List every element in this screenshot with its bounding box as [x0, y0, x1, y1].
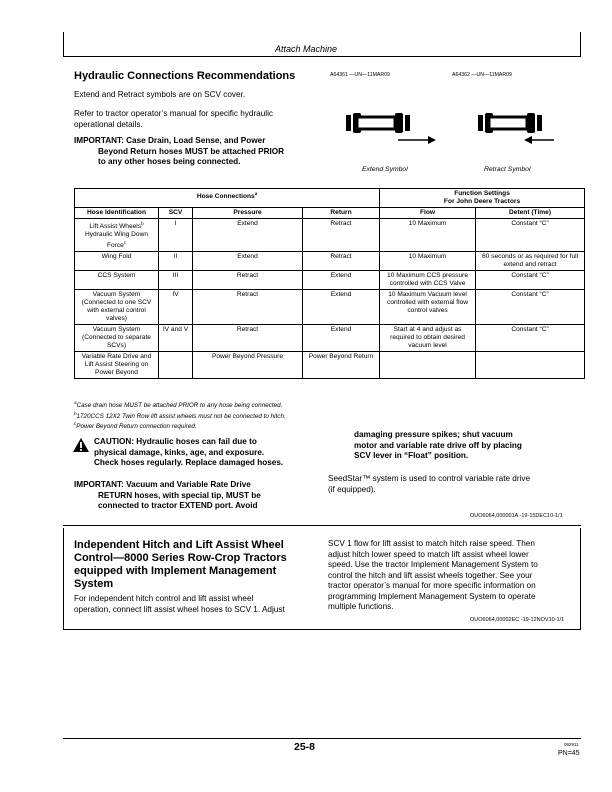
footnote-c: $^c$Power Beyond Return connection required.: [74, 421, 197, 431]
table-cell: Start at 4 and adjust as required to obtain desired vacuum level: [380, 325, 476, 352]
footer-rule: [63, 738, 581, 739]
refer-paragraph: Refer to tractor operator’s manual for specific hydraulic operational details.: [74, 109, 274, 129]
warning-triangle-icon: [72, 437, 90, 453]
retract-caption: Retract Symbol: [484, 166, 531, 173]
table-cell: Retract: [193, 290, 303, 325]
table-row: [75, 271, 585, 290]
table-cell: [159, 352, 193, 379]
table-cell: 60 seconds or as required for full extend and retract: [476, 252, 585, 271]
table-cell: II: [159, 252, 193, 271]
table-cell: Extend: [193, 219, 303, 252]
section2-reference-code: OUO6064,00002EC -19-12NOV10-1/1: [470, 617, 565, 623]
table-cell: IV and V: [159, 325, 193, 352]
figure-ref-extend: A64361 —UN—11MAR09: [330, 72, 390, 78]
table-cell: III: [159, 271, 193, 290]
table-cell: IV: [159, 290, 193, 325]
group-function-settings: Function Settings For John Deere Tractors: [380, 189, 585, 208]
table-footnotes: [74, 399, 574, 431]
footnote-b: $^b$1720CCS 12X2 Twin Row lift assist wheels must not be connected to hitch.: [74, 410, 286, 420]
column-header: Hose Identification: [75, 208, 159, 219]
footer-code: 062911: [564, 742, 579, 747]
header-rule: [63, 56, 581, 57]
table-group-header-row: [75, 189, 585, 208]
section2-bottom-rule: [63, 629, 581, 630]
pn-number: PN=45: [558, 750, 580, 757]
table-cell: Extend: [193, 252, 303, 271]
table-cell: Retract: [303, 219, 380, 252]
important-vacuum-continued: damaging pressure spikes; shut vacuum motor and variable rate drive off by placing SCV lever in “Float” position.: [354, 430, 522, 460]
important-vacuum-note: IMPORTANT: Vacuum and Variable Rate Drive RETURN hoses, with special tip, MUST be connected to tractor EXTEND port. Avoid: [74, 480, 261, 510]
table-cell: Power Beyond Pressure: [193, 352, 303, 379]
group-hose-connections: Hose Connections$^a$: [75, 189, 380, 208]
table-cell: Constant “C”: [476, 271, 585, 290]
table-cell: Vacuum System (Connected to one SCV with external control valves): [75, 290, 159, 325]
table-cell: Wing Fold: [75, 252, 159, 271]
table-row: [75, 325, 585, 352]
table-cell: Lift Assist Wheels$^b$ Hydraulic Wing Down Force$^c$: [75, 219, 159, 252]
table-row: [75, 219, 585, 252]
table-cell: 10 Maximum CCS pressure controlled with CCS Valve: [380, 271, 476, 290]
section2-heading: Independent Hitch and Lift Assist Wheel Control—8000 Series Row-Crop Tractors equipped with Implement Management System: [74, 539, 287, 590]
table-cell: Constant “C”: [476, 325, 585, 352]
caution-text: CAUTION: Hydraulic hoses can fail due to physical damage, kinks, age, and exposure. Check hoses regularly. Replace damaged hoses.: [94, 437, 284, 467]
hose-connections-table: [74, 188, 585, 379]
table-cell: Power Beyond Return: [303, 352, 380, 379]
section2-right-paragraph: SCV 1 flow for lift assist to match hitch raise speed. Then adjust hitch lower speed to match lift assist wheel lower speed. Use the tractor Implement Management System to control the hitch and lift assist wheels together. See your tractor operator’s manual for more specific information on programming Implement Management System to operate multiple functions.: [328, 539, 538, 611]
section2-left-paragraph: For independent hitch control and lift assist wheel operation, connect lift assist wheel hoses to SCV 1. Adjust: [74, 594, 285, 614]
table-row: [75, 352, 585, 379]
table-cell: CCS System: [75, 271, 159, 290]
important-note: IMPORTANT: Case Drain, Load Sense, and Power Beyond Return hoses MUST be attached PRIOR to any other hoses being connected.: [74, 136, 285, 166]
running-header: Attach Machine: [274, 44, 338, 54]
column-header: Pressure: [193, 208, 303, 219]
table-cell: Constant “C”: [476, 219, 585, 252]
table-cell: Extend: [303, 271, 380, 290]
table-row: [75, 290, 585, 325]
column-header: SCV: [159, 208, 193, 219]
section-heading: Hydraulic Connections Recommendations: [74, 70, 296, 82]
table-cell: I: [159, 219, 193, 252]
table-cell: 10 Maximum: [380, 252, 476, 271]
extend-caption: Extend Symbol: [362, 166, 408, 173]
table-cell: Extend: [303, 325, 380, 352]
table-cell: 10 Maximum: [380, 219, 476, 252]
figure-ref-retract: A64362 —UN—11MAR09: [452, 72, 512, 78]
footnote-a: $^a$Case drain hose MUST be attached PRIOR to any hose being connected.: [74, 400, 283, 410]
section2-left-rule: [63, 528, 64, 630]
retract-symbol-icon: [476, 108, 576, 148]
column-header: Detent (Time): [476, 208, 585, 219]
seedstar-paragraph: SeedStar™ system is used to control variable rate drive (if equipped).: [328, 474, 531, 494]
table-column-header-row: [75, 208, 585, 219]
intro-paragraph: Extend and Retract symbols are on SCV cover.: [74, 90, 246, 99]
table-cell: 10 Maximum Vacuum level controlled with external flow control valves: [380, 290, 476, 325]
column-header: Return: [303, 208, 380, 219]
table-cell: [476, 352, 585, 379]
table-cell: Vacuum System (Connected to separate SCVs): [75, 325, 159, 352]
extend-symbol-icon: [344, 108, 444, 148]
table-cell: Extend: [303, 290, 380, 325]
section-reference-code: OUO6064,000001A -19-15DEC10-1/1: [470, 513, 563, 519]
table-row: [75, 252, 585, 271]
column-header: Flow: [380, 208, 476, 219]
table-cell: [380, 352, 476, 379]
table-cell: Retract: [193, 271, 303, 290]
table-cell: Retract: [193, 325, 303, 352]
table-cell: Variable Rate Drive and Lift Assist Steering on Power Beyond: [75, 352, 159, 379]
page-number: 25-8: [294, 741, 316, 753]
section-divider: [63, 525, 581, 526]
table-cell: Constant “C”: [476, 290, 585, 325]
table-cell: Retract: [303, 252, 380, 271]
